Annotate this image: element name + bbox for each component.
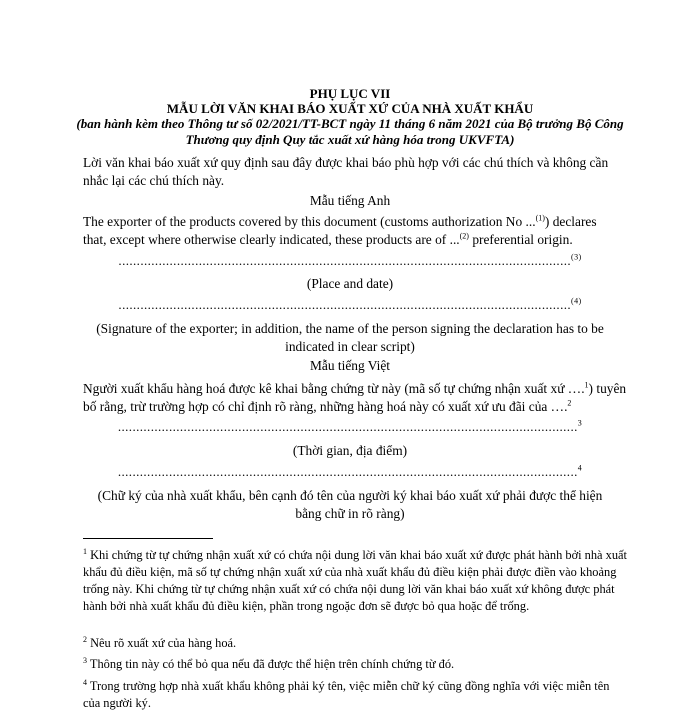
dotted-fill: ............................................................................................................................ bbox=[118, 297, 572, 312]
english-signature-label: (Signature of the exporter; in addition, the name of the person signing the declaration has to be indicated in clear script) bbox=[96, 321, 604, 354]
dotted-fill: ............................................................................................................................ bbox=[118, 253, 572, 268]
intro-paragraph: Lời văn khai báo xuất xứ quy định sau đây được khai báo phù hợp với các chú thích và không cần nhắc lại các chú thích này. bbox=[83, 155, 609, 188]
vietnamese-signature-label: (Chữ ký của nhà xuất khẩu, bên cạnh đó tên của người ký khai báo xuất xứ phải được thể hiện bằng chữ in rõ ràng) bbox=[97, 488, 603, 521]
english-template-title: Mẫu tiếng Anh bbox=[309, 193, 391, 208]
vietnamese-signature-dotted-line bbox=[0, 464, 700, 480]
footnote-ref-4: (4) bbox=[571, 296, 582, 306]
footnote-2 bbox=[83, 635, 628, 652]
vietnamese-declaration-text-2: ) tuyên bố rằng, trừ trường hợp có chỉ định rõ ràng, những hàng hoá này có xuất xứ ưu đãi của …. bbox=[83, 381, 627, 414]
footnote-ref-1: 1 bbox=[584, 380, 589, 390]
document-subtitle: (ban hành kèm theo Thông tư số 02/2021/TT-BCT ngày 11 tháng 6 năm 2021 của Bộ trưởng Bộ Công Thương quy định Quy tắc xuất xứ hàng hóa trong UKVFTA) bbox=[76, 116, 624, 147]
footnote-number: 4 bbox=[83, 677, 87, 687]
english-place-date-label: (Place and date) bbox=[306, 276, 394, 291]
footnote-ref-4: 4 bbox=[577, 463, 583, 473]
appendix-heading: PHỤ LỤC VII bbox=[309, 86, 391, 101]
footnote-3 bbox=[83, 656, 628, 673]
english-declaration-text-3: preferential origin. bbox=[468, 232, 573, 247]
english-declaration-text-1: The exporter of the products covered by this document (customs authorization No ... bbox=[83, 214, 536, 229]
footnote-text: Trong trường hợp nhà xuất khẩu không phải ký tên, việc miễn chữ ký cũng đồng nghĩa với việc miễn tên của người ký. bbox=[83, 679, 610, 710]
english-declaration-text-2: ) declares that, except where otherwise clearly indicated, these products are of ... bbox=[83, 214, 597, 247]
footnote-number: 1 bbox=[83, 546, 87, 556]
vietnamese-template-title: Mẫu tiếng Việt bbox=[309, 358, 391, 373]
vietnamese-place-date-label: (Thời gian, địa điểm) bbox=[292, 443, 408, 458]
dotted-fill: .............................................................................................................................. bbox=[117, 419, 578, 434]
footnote-ref-2: (2) bbox=[459, 231, 469, 241]
footnote-separator bbox=[83, 538, 213, 539]
document-title: MẪU LỜI VĂN KHAI BÁO XUẤT XỨ CỦA NHÀ XUẤT KHẨU bbox=[166, 101, 534, 116]
footnote-ref-1: (1) bbox=[535, 213, 545, 223]
footnote-text: Nêu rõ xuất xứ của hàng hoá. bbox=[87, 636, 237, 650]
footnote-text: Thông tin này có thể bỏ qua nếu đã được thể hiện trên chính chứng từ đó. bbox=[87, 657, 455, 671]
vietnamese-declaration-text-1: Người xuất khẩu hàng hoá được kê khai bằng chứng từ này (mã số tự chứng nhận xuất xứ …. bbox=[83, 381, 585, 396]
english-declaration-paragraph bbox=[83, 213, 623, 249]
footnote-1 bbox=[83, 547, 628, 615]
vietnamese-declaration-paragraph bbox=[83, 380, 628, 416]
english-place-dotted-line bbox=[0, 253, 700, 269]
footnote-4 bbox=[83, 678, 628, 712]
footnote-number: 2 bbox=[83, 634, 87, 644]
footnote-ref-3: 3 bbox=[577, 418, 583, 428]
footnote-text: Khi chứng từ tự chứng nhận xuất xứ có chứa nội dung lời văn khai báo xuất xứ được phát hành bởi nhà xuất khẩu đủ điều kiện, mã số tự chứng nhận xuất xứ của nhà xuất khẩu đủ điều kiện phải được điền vào khoảng trống này. Khi chứng từ tự chứng nhận xuất xứ có chứa nội dung lời văn khai báo xuất xứ không được phát hành bởi nhà xuất khẩu đủ điều kiện, phần trong ngoặc đơn sẽ được bỏ qua hoặc để trống. bbox=[83, 548, 627, 613]
english-signature-dotted-line bbox=[0, 297, 700, 313]
footnote-number: 3 bbox=[83, 655, 87, 665]
vietnamese-place-dotted-line bbox=[0, 419, 700, 435]
footnote-ref-2: 2 bbox=[567, 398, 572, 408]
footnote-ref-3: (3) bbox=[571, 252, 582, 262]
dotted-fill: .............................................................................................................................. bbox=[117, 464, 578, 479]
